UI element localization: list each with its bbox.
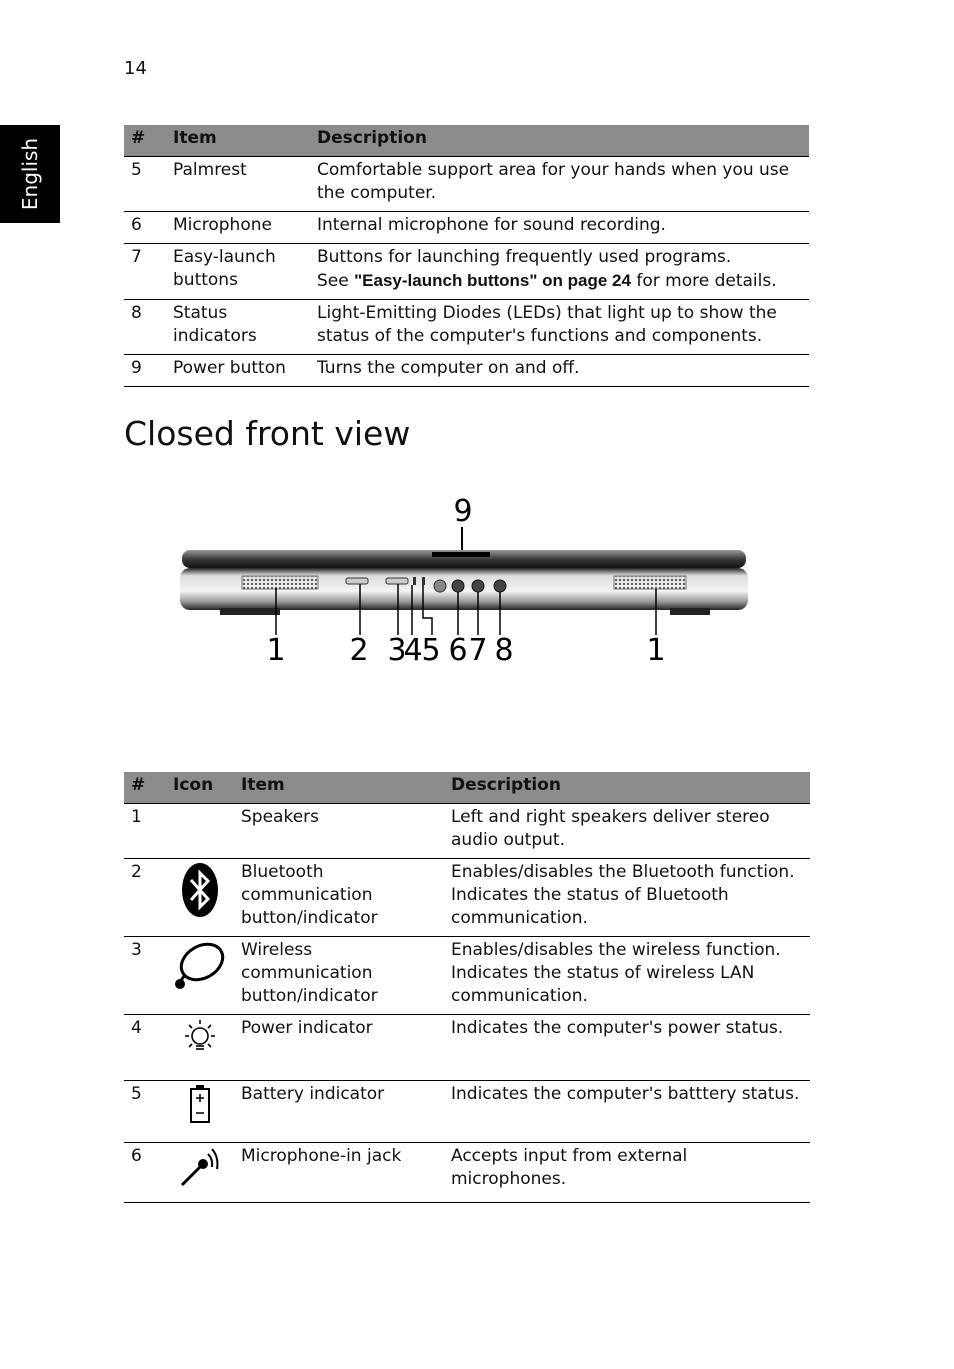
table-row [124, 1143, 810, 1203]
callout-5: 5 [421, 633, 441, 668]
row-icon-empty [166, 804, 234, 859]
wireless-icon [173, 939, 227, 993]
row-item: Microphone [166, 212, 310, 244]
wireless-button [386, 578, 408, 584]
row-description: Indicates the computer's power status. [444, 1015, 810, 1081]
row-description-with-link [310, 244, 809, 300]
row-description: Enables/disables the Bluetooth function. Indicates the status of Bluetooth communication. [444, 859, 810, 937]
bluetooth-button [346, 578, 368, 584]
table-row [124, 1081, 810, 1143]
row-description: Indicates the computer's batttery status. [444, 1081, 810, 1143]
laptop-foot [220, 608, 280, 615]
column-header-number: # [124, 125, 166, 157]
callout-1-right: 1 [646, 633, 666, 668]
microphone-icon [178, 1145, 222, 1189]
row-number: 9 [124, 355, 166, 387]
battery-led [422, 577, 425, 585]
row-item: Speakers [234, 804, 444, 859]
row-number: 3 [124, 937, 166, 1015]
bluetooth-icon [178, 861, 222, 919]
callout-4: 4 [403, 633, 423, 668]
table-row [124, 859, 810, 937]
row-item: Microphone-in jack [234, 1143, 444, 1203]
line-in-jack [472, 580, 484, 592]
table-header-row [124, 125, 809, 157]
row-number: 1 [124, 804, 166, 859]
table-row [124, 300, 809, 355]
row-description: Turns the computer on and off. [310, 355, 809, 387]
row-item: Status indicators [166, 300, 310, 355]
column-header-item: Item [234, 772, 444, 804]
row-number: 5 [124, 1081, 166, 1143]
row-number: 6 [124, 1143, 166, 1203]
table-row [124, 212, 809, 244]
table-row [124, 244, 809, 300]
microphone-jack [452, 580, 464, 592]
table-header-row [124, 772, 810, 804]
laptop-foot [670, 608, 710, 615]
language-tab-label: English [18, 137, 42, 211]
table-row [124, 157, 809, 212]
row-number: 8 [124, 300, 166, 355]
closed-front-view-table [124, 772, 810, 1203]
table-row [124, 355, 809, 387]
row-item: Palmrest [166, 157, 310, 212]
column-header-description: Description [444, 772, 810, 804]
ir-port [434, 580, 446, 592]
row-item: Wireless communication button/indicator [234, 937, 444, 1015]
page-number: 14 [124, 58, 147, 79]
table-row [124, 1015, 810, 1081]
closed-front-view-figure [170, 490, 760, 670]
row-number: 4 [124, 1015, 166, 1081]
headphone-jack [494, 580, 506, 592]
callout-1-left: 1 [266, 633, 286, 668]
callout-9: 9 [453, 494, 473, 529]
row-number: 6 [124, 212, 166, 244]
cross-reference-prefix: See [317, 271, 355, 291]
section-title: Closed front view [124, 414, 411, 453]
row-description: Buttons for launching frequently used programs. [317, 247, 732, 267]
cross-reference-link[interactable]: "Easy-launch buttons" on page 24 [354, 271, 631, 290]
row-description: Comfortable support area for your hands when you use the computer. [310, 157, 809, 212]
row-description: Internal microphone for sound recording. [310, 212, 809, 244]
component-table-continued [124, 125, 809, 387]
callout-3: 3 [387, 633, 407, 668]
callout-8: 8 [494, 633, 514, 668]
lid-latch [432, 552, 490, 557]
cross-reference [317, 269, 802, 293]
row-number: 2 [124, 859, 166, 937]
left-speaker-grille [242, 576, 318, 589]
row-number: 7 [124, 244, 166, 300]
cross-reference-suffix: for more details. [630, 271, 777, 291]
row-item: Easy-launch buttons [166, 244, 310, 300]
callout-7: 7 [468, 633, 488, 668]
row-description: Accepts input from external microphones. [444, 1143, 810, 1203]
row-description: Light-Emitting Diodes (LEDs) that light up to show the status of the computer's functions and components. [310, 300, 809, 355]
row-number: 5 [124, 157, 166, 212]
row-item: Power button [166, 355, 310, 387]
row-description: Enables/disables the wireless function. Indicates the status of wireless LAN communication. [444, 937, 810, 1015]
callout-6: 6 [448, 633, 468, 668]
power-led [413, 577, 416, 585]
column-header-icon: Icon [166, 772, 234, 804]
power-indicator-icon [180, 1017, 220, 1057]
row-item: Battery indicator [234, 1081, 444, 1143]
table-row [124, 937, 810, 1015]
row-item: Power indicator [234, 1015, 444, 1081]
column-header-item: Item [166, 125, 310, 157]
column-header-description: Description [310, 125, 809, 157]
battery-icon [188, 1083, 212, 1125]
callout-2: 2 [349, 633, 369, 668]
row-description: Left and right speakers deliver stereo audio output. [444, 804, 810, 859]
row-item: Bluetooth communication button/indicator [234, 859, 444, 937]
right-speaker-grille [614, 576, 686, 589]
language-tab [0, 125, 60, 223]
table-row [124, 804, 810, 859]
column-header-number: # [124, 772, 166, 804]
